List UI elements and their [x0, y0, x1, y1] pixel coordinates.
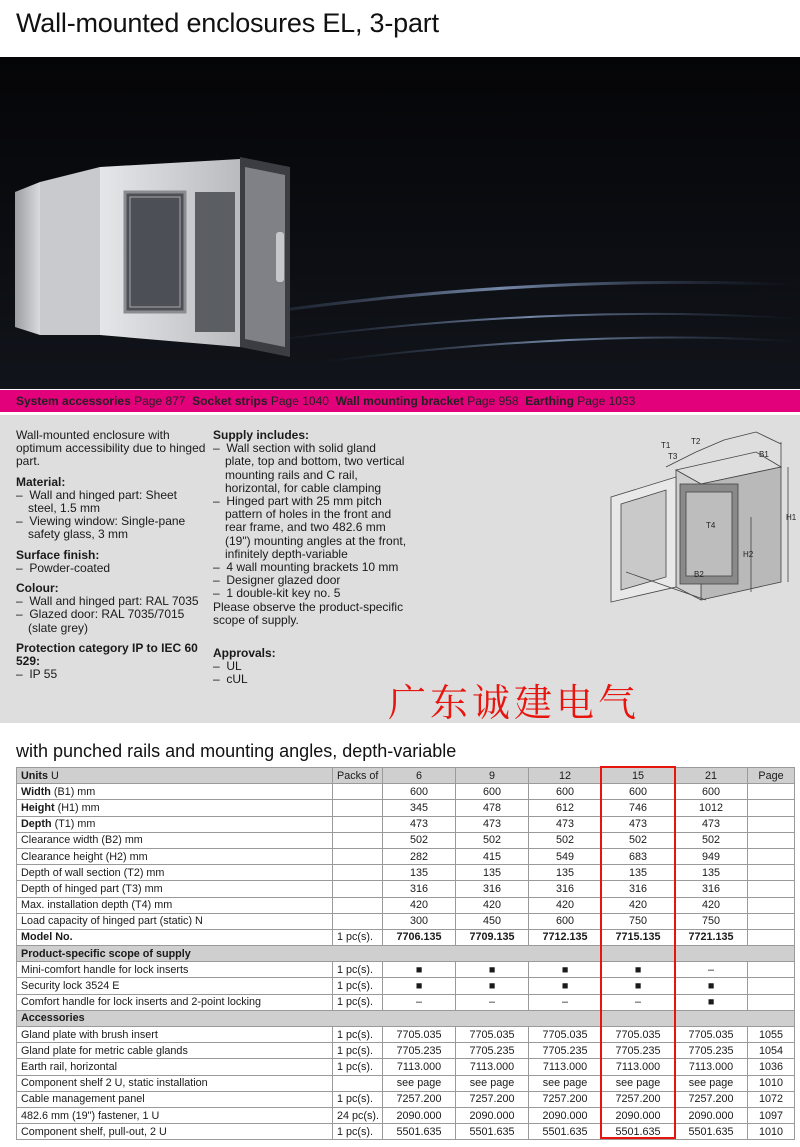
table-row — [17, 929, 795, 945]
row-value: 7705.035 — [602, 1027, 675, 1043]
row-value: 316 — [529, 881, 602, 897]
row-value: 600 — [529, 913, 602, 929]
row-packs — [333, 784, 383, 800]
row-value: – — [602, 994, 675, 1010]
accessory-link-earthing[interactable]: Earthing Page 1033 — [525, 394, 636, 408]
row-label: Clearance height (H2) mm — [17, 848, 333, 864]
row-value: 600 — [675, 784, 748, 800]
row-packs — [333, 881, 383, 897]
table-row — [17, 865, 795, 881]
row-value: ■ — [456, 978, 529, 994]
row-value: 478 — [456, 800, 529, 816]
accessory-link-system[interactable]: System accessories Page 877 — [16, 394, 186, 408]
row-value: – — [456, 994, 529, 1010]
row-value: 5501.635 — [529, 1124, 602, 1140]
row-value: 5501.635 — [456, 1124, 529, 1140]
table-row — [17, 978, 795, 994]
row-page — [748, 800, 795, 816]
row-value: 415 — [456, 848, 529, 864]
row-label: Depth of wall section (T2) mm — [17, 865, 333, 881]
row-value: see page — [529, 1075, 602, 1091]
row-value: 750 — [675, 913, 748, 929]
row-label: Clearance width (B2) mm — [17, 832, 333, 848]
table-row — [17, 1043, 795, 1059]
material-heading: Material: — [16, 474, 66, 489]
row-packs: 24 pc(s). — [333, 1107, 383, 1123]
row-page: 1010 — [748, 1124, 795, 1140]
colour-heading: Colour: — [16, 581, 59, 596]
row-value: 7706.135 — [383, 929, 456, 945]
section-label: Accessories — [17, 1010, 795, 1026]
table-header-row — [17, 768, 795, 784]
table-row — [17, 1124, 795, 1140]
row-page: 1036 — [748, 1059, 795, 1075]
diagram-label-t2: T2 — [691, 437, 701, 446]
row-label: Gland plate for metric cable glands — [17, 1043, 333, 1059]
row-value: 420 — [456, 897, 529, 913]
row-label: Cable management panel — [17, 1091, 333, 1107]
supply-item: – Wall section with solid gland plate, top and bottom, two vertical mounting rails and C rail, horizontal, for cable clamping — [213, 441, 405, 495]
row-value: see page — [602, 1075, 675, 1091]
row-label: Model No. — [17, 929, 333, 945]
row-value: 7113.000 — [456, 1059, 529, 1075]
section-header-row — [17, 946, 795, 962]
row-value: 7113.000 — [383, 1059, 456, 1075]
table-row — [17, 848, 795, 864]
row-label: Component shelf, pull-out, 2 U — [17, 1124, 333, 1140]
row-value: ■ — [529, 978, 602, 994]
row-value: 5501.635 — [383, 1124, 456, 1140]
row-value: 502 — [529, 832, 602, 848]
row-value: 2090.000 — [675, 1107, 748, 1123]
row-value: 2090.000 — [383, 1107, 456, 1123]
row-value: 2090.000 — [529, 1107, 602, 1123]
row-value: 473 — [383, 816, 456, 832]
row-packs: 1 pc(s). — [333, 1043, 383, 1059]
row-page — [748, 848, 795, 864]
row-page — [748, 784, 795, 800]
row-label: Load capacity of hinged part (static) N — [17, 913, 333, 929]
table-row — [17, 962, 795, 978]
row-value: 7705.235 — [602, 1043, 675, 1059]
row-value: 502 — [602, 832, 675, 848]
row-packs — [333, 897, 383, 913]
description-column-left — [16, 429, 208, 681]
approval-item: – cUL — [213, 672, 248, 687]
header-col: 21 — [675, 768, 748, 784]
row-value: – — [529, 994, 602, 1010]
row-packs: 1 pc(s). — [333, 1027, 383, 1043]
row-value: 7705.035 — [675, 1027, 748, 1043]
table-row — [17, 1107, 795, 1123]
row-value: 473 — [456, 816, 529, 832]
description-column-right — [213, 429, 408, 687]
row-value: 420 — [529, 897, 602, 913]
row-value: 420 — [675, 897, 748, 913]
approval-item: – UL — [213, 659, 242, 674]
header-col: 15 — [602, 768, 675, 784]
table-row — [17, 816, 795, 832]
material-item: – Viewing window: Single-pane safety glass, 3 mm — [16, 514, 186, 542]
header-packs: Packs of — [333, 768, 383, 784]
spec-table — [16, 767, 795, 1140]
row-page — [748, 832, 795, 848]
table-row — [17, 913, 795, 929]
row-value: 316 — [456, 881, 529, 897]
row-value: ■ — [529, 962, 602, 978]
row-value: 7257.200 — [602, 1091, 675, 1107]
row-page — [748, 897, 795, 913]
header-col: 6 — [383, 768, 456, 784]
supply-note: Please observe the product-specific scope of supply. — [213, 599, 404, 627]
row-value: ■ — [675, 994, 748, 1010]
table-row — [17, 1075, 795, 1091]
colour-item: – Wall and hinged part: RAL 7035 — [16, 594, 199, 609]
enclosure-photo-graphic — [0, 57, 800, 389]
row-value: 7705.035 — [529, 1027, 602, 1043]
row-page: 1097 — [748, 1107, 795, 1123]
row-label: Depth of hinged part (T3) mm — [17, 881, 333, 897]
row-value: ■ — [383, 962, 456, 978]
header-page: Page — [748, 768, 795, 784]
diagram-label-b2: B2 — [694, 570, 704, 579]
row-page — [748, 865, 795, 881]
row-value: ■ — [602, 978, 675, 994]
table-row — [17, 800, 795, 816]
supply-item: – 4 wall mounting brackets 10 mm — [213, 560, 399, 575]
row-page — [748, 978, 795, 994]
intro-text: Wall-mounted enclosure with optimum accessibility due to hinged part. — [16, 428, 206, 469]
row-value: – — [383, 994, 456, 1010]
header-col: 12 — [529, 768, 602, 784]
section-header-row — [17, 1010, 795, 1026]
row-value: 7705.235 — [456, 1043, 529, 1059]
row-value: 135 — [456, 865, 529, 881]
row-label: Height (H1) mm — [17, 800, 333, 816]
row-value: 746 — [602, 800, 675, 816]
row-page — [748, 881, 795, 897]
dimension-diagram — [606, 422, 796, 607]
row-packs — [333, 848, 383, 864]
row-value: 7715.135 — [602, 929, 675, 945]
row-value: 135 — [675, 865, 748, 881]
row-value: ■ — [383, 978, 456, 994]
table-row — [17, 784, 795, 800]
diagram-label-h1: H1 — [786, 513, 796, 522]
table-row — [17, 832, 795, 848]
material-item: – Wall and hinged part: Sheet steel, 1.5 mm — [16, 487, 177, 516]
row-value: 600 — [602, 784, 675, 800]
row-label: 482.6 mm (19") fastener, 1 U — [17, 1107, 333, 1123]
row-value: 2090.000 — [456, 1107, 529, 1123]
row-packs: 1 pc(s). — [333, 1124, 383, 1140]
row-label: Component shelf 2 U, static installation — [17, 1075, 333, 1091]
row-value: 420 — [383, 897, 456, 913]
row-label: Comfort handle for lock inserts and 2-point locking — [17, 994, 333, 1010]
diagram-label-t4: T4 — [706, 521, 716, 530]
table-row — [17, 881, 795, 897]
row-value: 502 — [675, 832, 748, 848]
row-value: 1012 — [675, 800, 748, 816]
row-value: 7113.000 — [675, 1059, 748, 1075]
row-label: Security lock 3524 E — [17, 978, 333, 994]
diagram-label-t1: T1 — [661, 441, 671, 450]
row-value: 600 — [456, 784, 529, 800]
protection-heading: Protection category IP to IEC 60 529: — [16, 640, 198, 669]
row-value: 612 — [529, 800, 602, 816]
row-value: 282 — [383, 848, 456, 864]
row-packs — [333, 913, 383, 929]
row-value: ■ — [675, 978, 748, 994]
row-value: 7257.200 — [456, 1091, 529, 1107]
diagram-label-t3: T3 — [668, 452, 678, 461]
row-page: 1010 — [748, 1075, 795, 1091]
row-value: 7705.035 — [456, 1027, 529, 1043]
row-label: Depth (T1) mm — [17, 816, 333, 832]
row-value: see page — [456, 1075, 529, 1091]
row-label: Width (B1) mm — [17, 784, 333, 800]
row-value: 316 — [602, 881, 675, 897]
row-value: 345 — [383, 800, 456, 816]
row-value: 7705.035 — [383, 1027, 456, 1043]
table-row — [17, 1059, 795, 1075]
row-packs — [333, 832, 383, 848]
header-col: 9 — [456, 768, 529, 784]
table-row — [17, 897, 795, 913]
colour-item: – Glazed door: RAL 7035/7015 (slate grey) — [16, 607, 185, 635]
table-subtitle: with punched rails and mounting angles, depth-variable — [16, 741, 457, 761]
row-value: 949 — [675, 848, 748, 864]
section-label: Product-specific scope of supply — [17, 946, 795, 962]
product-photo — [0, 57, 800, 389]
row-value: 135 — [602, 865, 675, 881]
row-page — [748, 913, 795, 929]
row-value: 750 — [602, 913, 675, 929]
row-value: see page — [383, 1075, 456, 1091]
row-page: 1055 — [748, 1027, 795, 1043]
protection-item: – IP 55 — [16, 667, 58, 682]
row-packs: 1 pc(s). — [333, 978, 383, 994]
surface-item: – Powder-coated — [16, 560, 111, 575]
row-value: 600 — [529, 784, 602, 800]
row-value: 300 — [383, 913, 456, 929]
row-value: 135 — [383, 865, 456, 881]
row-value: 7113.000 — [602, 1059, 675, 1075]
table-row — [17, 1091, 795, 1107]
row-value: 473 — [529, 816, 602, 832]
row-page — [748, 962, 795, 978]
row-packs: 1 pc(s). — [333, 994, 383, 1010]
row-value: 2090.000 — [602, 1107, 675, 1123]
diagram-label-b1: B1 — [759, 450, 769, 459]
row-packs — [333, 800, 383, 816]
supply-heading: Supply includes: — [213, 428, 310, 442]
row-packs — [333, 1075, 383, 1091]
row-value: 600 — [383, 784, 456, 800]
row-value: 450 — [456, 913, 529, 929]
row-page — [748, 816, 795, 832]
row-packs: 1 pc(s). — [333, 962, 383, 978]
chinese-company-text: 广东诚建电气 — [388, 681, 641, 725]
row-value: – — [675, 962, 748, 978]
row-label: Gland plate with brush insert — [17, 1027, 333, 1043]
row-value: 7712.135 — [529, 929, 602, 945]
row-value: ■ — [602, 962, 675, 978]
row-page — [748, 994, 795, 1010]
row-packs — [333, 865, 383, 881]
row-packs — [333, 816, 383, 832]
accessories-bar — [0, 390, 800, 412]
row-page: 1072 — [748, 1091, 795, 1107]
row-value: 5501.635 — [602, 1124, 675, 1140]
row-value: 7705.235 — [529, 1043, 602, 1059]
supply-item: – 1 double-kit key no. 5 — [213, 586, 341, 601]
row-value: 502 — [456, 832, 529, 848]
table-row — [17, 1027, 795, 1043]
accessory-link-wall-bracket[interactable]: Wall mounting bracket Page 958 — [335, 394, 519, 408]
surface-heading: Surface finish: — [16, 547, 100, 562]
row-value: 7709.135 — [456, 929, 529, 945]
approvals-heading: Approvals: — [213, 646, 276, 661]
table-row — [17, 994, 795, 1010]
row-value: 135 — [529, 865, 602, 881]
row-packs: 1 pc(s). — [333, 1059, 383, 1075]
row-packs: 1 pc(s). — [333, 1091, 383, 1107]
row-value: 420 — [602, 897, 675, 913]
row-value: 549 — [529, 848, 602, 864]
row-value: 7257.200 — [383, 1091, 456, 1107]
row-value: 7705.235 — [383, 1043, 456, 1059]
row-value: 7257.200 — [529, 1091, 602, 1107]
row-value: 473 — [602, 816, 675, 832]
row-value: see page — [675, 1075, 748, 1091]
row-value: ■ — [456, 962, 529, 978]
row-value: 5501.635 — [675, 1124, 748, 1140]
row-value: 316 — [675, 881, 748, 897]
row-label: Mini-comfort handle for lock inserts — [17, 962, 333, 978]
row-value: 7721.135 — [675, 929, 748, 945]
supply-item: – Hinged part with 25 mm pitch pattern of holes in the front and rear frame, and two 482.6 mm (19") mounting angles at the front, infinitely depth-variable — [213, 494, 407, 561]
row-value: 683 — [602, 848, 675, 864]
row-page — [748, 929, 795, 945]
page-title: Wall-mounted enclosures EL, 3-part — [16, 8, 439, 38]
row-page: 1054 — [748, 1043, 795, 1059]
row-value: 502 — [383, 832, 456, 848]
diagram-label-h2: H2 — [743, 550, 754, 559]
row-value: 473 — [675, 816, 748, 832]
supply-item: – Designer glazed door — [213, 573, 341, 588]
row-label: Max. installation depth (T4) mm — [17, 897, 333, 913]
row-label: Earth rail, horizontal — [17, 1059, 333, 1075]
row-value: 7257.200 — [675, 1091, 748, 1107]
header-units: Units U — [17, 768, 333, 784]
row-value: 316 — [383, 881, 456, 897]
accessory-link-socket-strips[interactable]: Socket strips Page 1040 — [192, 394, 329, 408]
row-packs: 1 pc(s). — [333, 929, 383, 945]
row-value: 7705.235 — [675, 1043, 748, 1059]
row-value: 7113.000 — [529, 1059, 602, 1075]
